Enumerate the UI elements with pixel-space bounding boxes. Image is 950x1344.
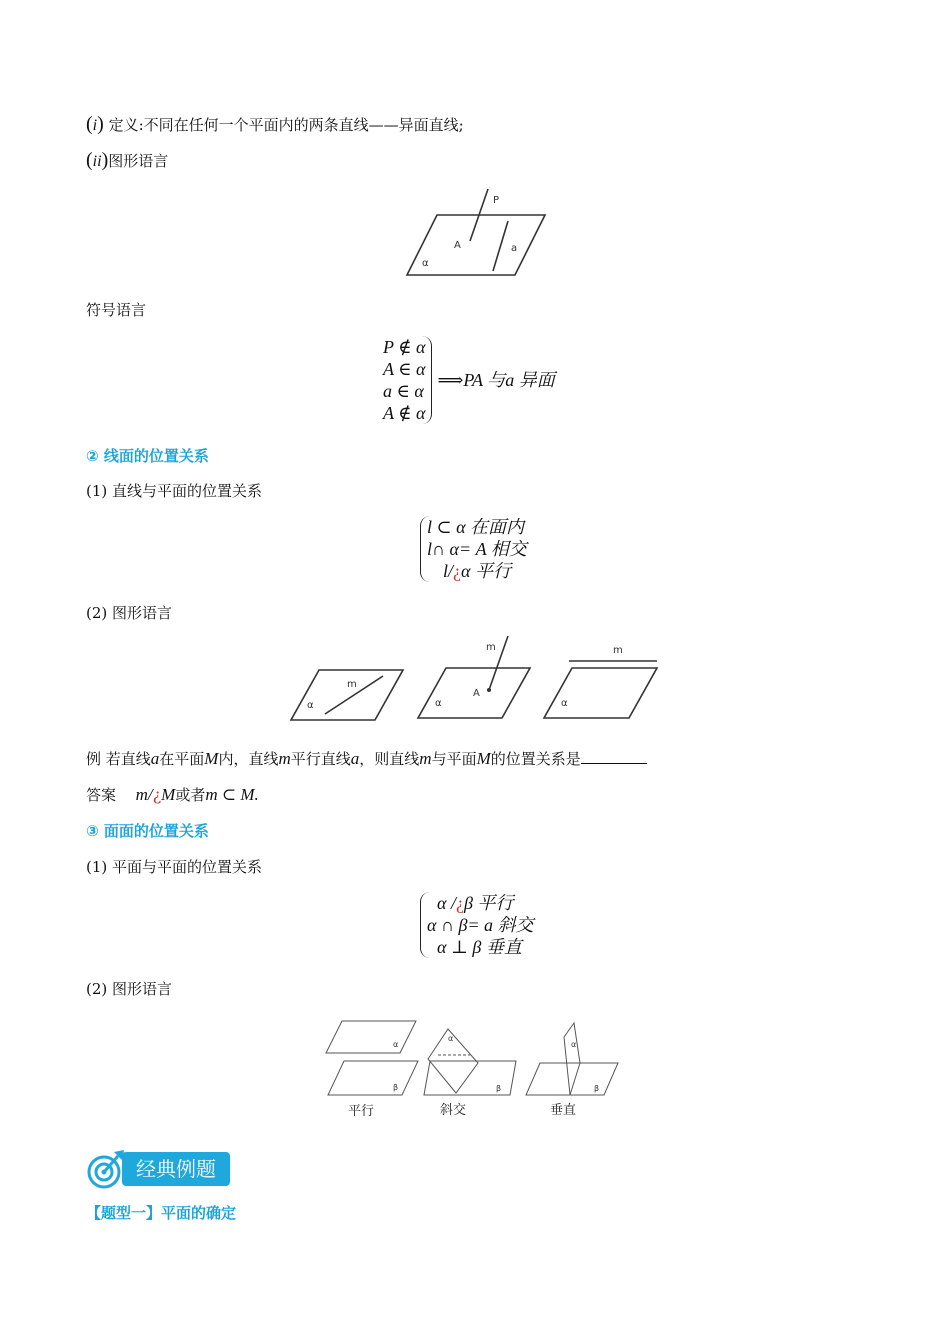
plane-parallel: [544, 668, 657, 718]
right-brace-group: [383, 336, 432, 424]
subheading-graphic-language-2: (2) 图形语言: [86, 604, 173, 622]
answer-expr: m ⊂ M.: [205, 785, 259, 804]
definition-line: (i) 定义:不同在任何一个平面内的两条直线——异面直线;: [86, 113, 464, 135]
target-icon: [86, 1148, 126, 1192]
example-text: 内，直线: [218, 750, 279, 768]
sys2-line3-pre: l/: [443, 561, 454, 581]
example-text: 的位置关系是: [490, 750, 581, 768]
label-beta-perp: β: [594, 1084, 600, 1093]
label-alpha-oblique: α: [448, 1034, 454, 1043]
example-var-a: a: [350, 749, 360, 768]
answer-label: 答案: [86, 786, 117, 804]
answer-or: 或者: [175, 786, 206, 804]
symbol-language-label: 符号语言: [86, 301, 147, 319]
graphic-language-line: (ii)图形语言: [86, 149, 169, 171]
plane-alpha-parallel: [326, 1021, 416, 1053]
sys1-line: A ∉ α: [383, 403, 426, 423]
plane-in: [291, 670, 403, 720]
subheading-line-plane-relation: (1) 直线与平面的位置关系: [86, 482, 263, 500]
line-a: [493, 221, 508, 271]
section-ii-num: ii: [92, 153, 102, 170]
sys1-line: A ∈ α: [383, 359, 426, 379]
sys3-line3-text: 垂直: [485, 937, 522, 957]
answer-var-m: m: [135, 785, 148, 804]
label-beta-parallel: β: [393, 1083, 399, 1092]
plane-beta-parallel: [328, 1061, 418, 1095]
sys2-line3-red: ¿: [453, 561, 462, 581]
example-text: ，则直线: [359, 750, 420, 768]
sys3-line1-text: 平行: [477, 893, 514, 913]
label-alpha-parallel: α: [393, 1040, 399, 1049]
sys2-line2-text: 相交: [490, 539, 527, 559]
label-A: A: [454, 240, 461, 251]
sys1-line: a ∈ α: [383, 381, 424, 401]
example-var-M: M: [204, 749, 219, 768]
caption-parallel: 平行: [348, 1104, 375, 1119]
example-text: 平行直线: [290, 750, 351, 768]
topic-heading: 【题型一】平面的确定: [86, 1204, 237, 1222]
caption-oblique: 斜交: [440, 1103, 467, 1118]
answer-slash: /: [147, 785, 153, 804]
sys3-line1-pre: α /: [437, 893, 456, 913]
plane-plane-figure: [320, 1015, 625, 1125]
example-text: 与平面: [431, 750, 477, 768]
point-A: [487, 688, 491, 692]
line-plane-figure: [285, 630, 665, 730]
sys3-line1-red: ¿: [455, 893, 464, 913]
caption-perpendicular: 垂直: [550, 1103, 577, 1118]
sys3-line2-text: 斜交: [497, 915, 534, 935]
sys3-line3-math: α ⊥ β: [437, 937, 482, 957]
label-m-2: m: [486, 642, 496, 653]
label-alpha-2: α: [435, 698, 442, 709]
example-var-m: m: [278, 749, 291, 768]
sys3-line1-post: β: [463, 893, 473, 913]
line-plane-system: [420, 516, 527, 582]
label-A-2: A: [473, 688, 480, 699]
skew-lines-figure: [400, 185, 550, 280]
example-var-M: M: [476, 749, 491, 768]
example-question: [86, 748, 647, 770]
example-text: 在平面: [159, 750, 205, 768]
label-m-1: m: [347, 679, 357, 690]
label-alpha: α: [422, 258, 429, 269]
answer-red-glyph: ¿: [152, 785, 162, 804]
sys2-line1-math: l ⊂ α: [427, 517, 466, 537]
sys2-line2-math: l∩ α= A: [427, 539, 487, 559]
skew-conclusion: PA 与a 异面: [463, 370, 555, 390]
subheading-graphic-language-3: (2) 图形语言: [86, 980, 173, 998]
label-beta-oblique: β: [496, 1084, 502, 1093]
label-alpha-perp: α: [571, 1040, 577, 1049]
example-var-m: m: [419, 749, 432, 768]
answer-blank: [581, 749, 647, 764]
sys2-line1-text: 在面内: [470, 517, 525, 537]
plane-plane-system: [420, 892, 534, 958]
sys2-line3-text: 平行: [474, 561, 511, 581]
plane-alpha-perp: [564, 1023, 580, 1095]
example-text: 例 若直线: [86, 750, 151, 768]
example-var-a: a: [150, 749, 160, 768]
sys2-line3-post: α: [461, 561, 471, 581]
answer-line: [86, 784, 259, 806]
graphic-language-text: 图形语言: [108, 152, 169, 170]
classic-examples-banner: 经典例题: [122, 1152, 230, 1186]
heading-line-plane: ② 线面的位置关系: [86, 447, 209, 465]
label-alpha-1: α: [307, 700, 314, 711]
heading-plane-plane: ③ 面面的位置关系: [86, 822, 209, 840]
subheading-plane-plane-relation: (1) 平面与平面的位置关系: [86, 858, 263, 876]
sys3-line2-math: α ∩ β= a: [427, 915, 494, 935]
implies-arrow: ⟹: [437, 370, 464, 390]
definition-text: 定义:不同在任何一个平面内的两条直线——异面直线;: [108, 116, 464, 134]
label-a: a: [511, 243, 518, 254]
plane-beta-oblique: [424, 1061, 516, 1095]
label-alpha-3: α: [561, 698, 568, 709]
symbol-system: [383, 336, 555, 424]
sys1-line: P ∉ α: [383, 337, 426, 357]
label-m-3: m: [613, 645, 623, 656]
section-i-num: i: [92, 117, 98, 134]
answer-var-M: M: [161, 785, 176, 804]
label-p: P: [493, 195, 500, 206]
